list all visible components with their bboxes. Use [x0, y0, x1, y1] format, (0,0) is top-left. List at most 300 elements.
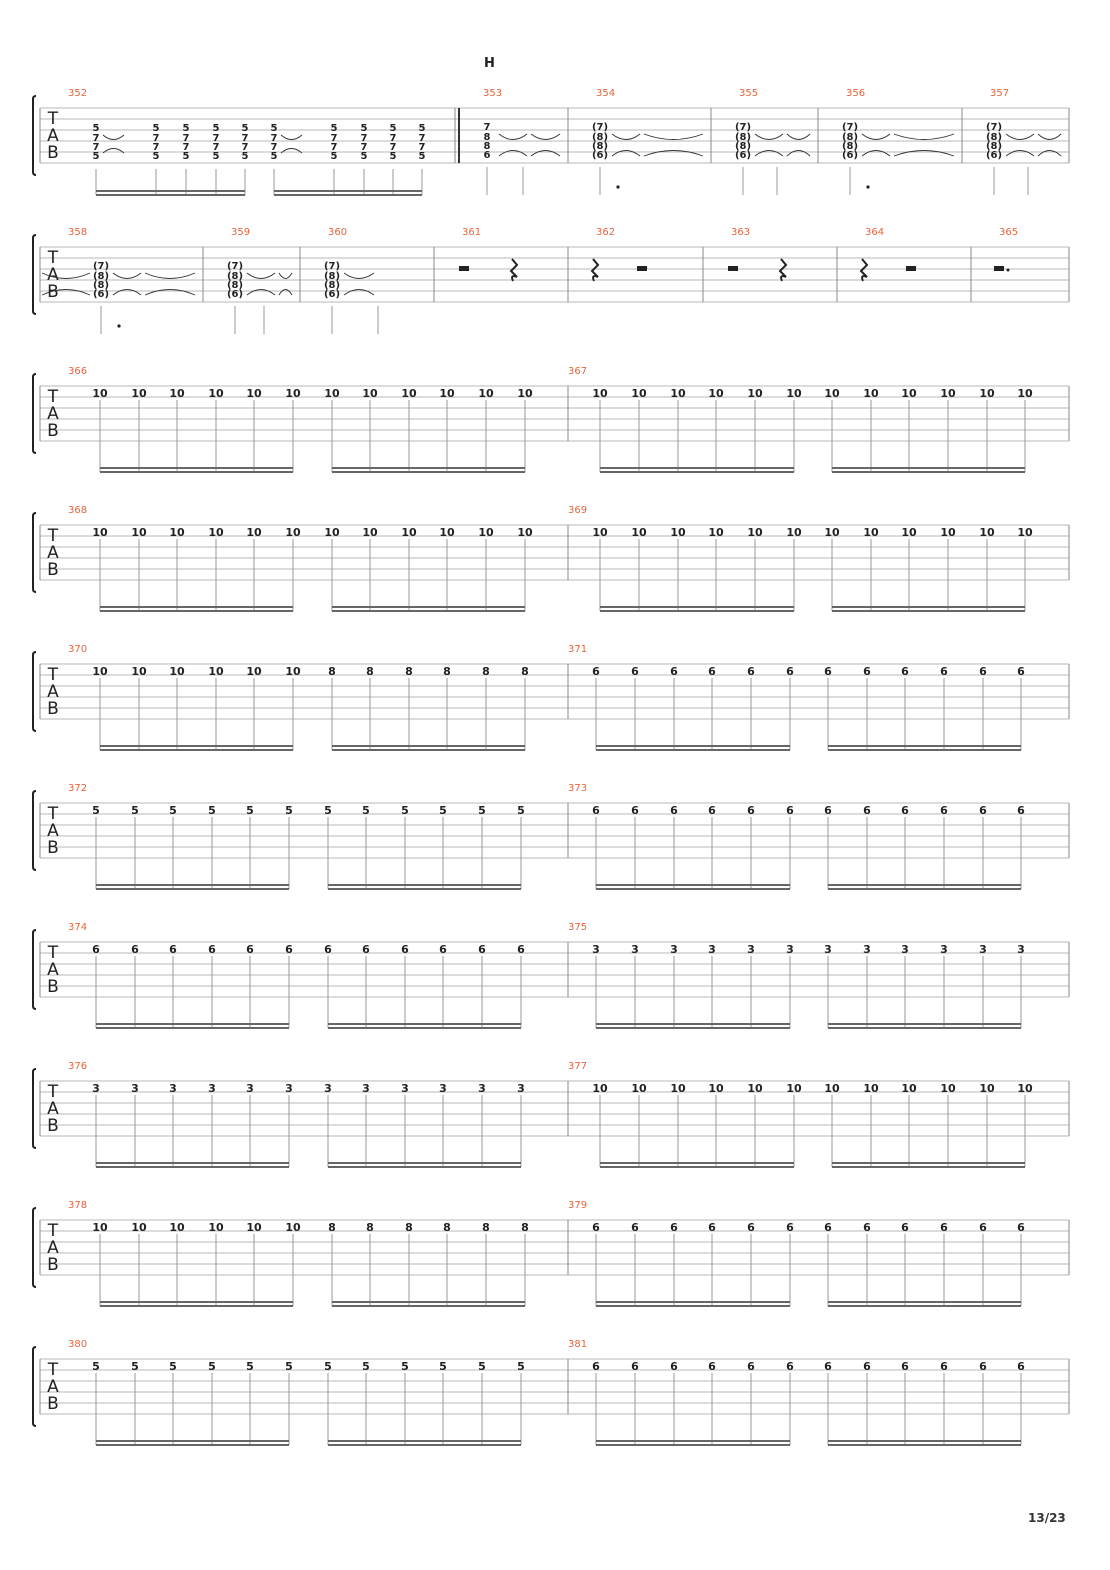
fret-number: 6 [1017, 1360, 1025, 1373]
duration-dot [117, 324, 120, 327]
fret-number: 5 [389, 151, 397, 162]
fret-number: 10 [863, 526, 879, 539]
measure-number: 369 [568, 505, 588, 516]
measure-number: 376 [68, 1061, 88, 1072]
tab-clef-letter: A [47, 682, 59, 702]
half-rest [637, 266, 647, 271]
fret-number: (7) [985, 122, 1003, 133]
measure-number: 378 [68, 1200, 88, 1211]
fret-number: 7 [92, 133, 100, 144]
fret-number: 10 [131, 1221, 147, 1234]
measure-number: 367 [568, 366, 588, 377]
fret-number: 8 [521, 1221, 529, 1234]
fret-number: 8 [483, 141, 491, 152]
half-rest [906, 266, 916, 271]
fret-number: 5 [182, 123, 190, 134]
fret-number: 5 [324, 804, 332, 817]
measure-number: 363 [731, 227, 751, 238]
fret-number: 10 [670, 1082, 686, 1095]
tremolo-curve [145, 290, 195, 296]
measure-number: 374 [68, 922, 88, 933]
fret-number: 10 [863, 387, 879, 400]
measure-number: 375 [568, 922, 588, 933]
measure [592, 227, 647, 281]
fret-number: 8 [405, 1221, 413, 1234]
fret-number: 10 [1017, 1082, 1033, 1095]
tremolo-curve [247, 273, 275, 279]
quarter-rest [511, 259, 517, 281]
fret-number: 10 [169, 665, 185, 678]
fret-number: 10 [131, 387, 147, 400]
tremolo-curve [344, 273, 374, 279]
fret-number: 5 [285, 1360, 293, 1373]
fret-number: 10 [1017, 387, 1033, 400]
fret-number: 10 [708, 387, 724, 400]
tab-clef-letter: B [47, 1116, 59, 1136]
fret-number: 10 [362, 526, 378, 539]
tab-clef-letter: T [47, 1360, 59, 1380]
fret-number: 6 [285, 943, 293, 956]
measure-number: 381 [568, 1339, 588, 1350]
fret-number: 7 [241, 133, 249, 144]
fret-number: 6 [592, 665, 600, 678]
tremolo-curve [1006, 151, 1034, 157]
tab-clef-letter: T [47, 109, 59, 129]
tab-clef-letter: B [47, 1255, 59, 1275]
system-bracket [33, 1208, 36, 1287]
fret-number: (8) [985, 141, 1003, 152]
measure-number: 357 [990, 88, 1010, 99]
fret-number: 10 [246, 665, 262, 678]
fret-number: 6 [940, 804, 948, 817]
fret-number: 10 [824, 1082, 840, 1095]
fret-number: (8) [734, 141, 752, 152]
measure-number: 353 [483, 88, 503, 99]
fret-number: (8) [591, 132, 609, 143]
measure-number: 370 [68, 644, 88, 655]
fret-number: 7 [418, 142, 426, 153]
fret-number: 10 [1017, 526, 1033, 539]
tab-clef-letter: A [47, 543, 59, 563]
fret-number: 6 [478, 943, 486, 956]
duration-dot [1007, 269, 1010, 272]
measure-number: 355 [739, 88, 759, 99]
tremolo-curve [344, 290, 374, 296]
fret-number: 6 [786, 1360, 794, 1373]
tremolo-curve [113, 290, 141, 296]
fret-number: 10 [747, 387, 763, 400]
fret-number: 10 [92, 1221, 108, 1234]
fret-number: (8) [226, 280, 244, 291]
fret-number: (7) [323, 261, 341, 272]
fret-number: 10 [979, 526, 995, 539]
system-bracket [33, 235, 36, 314]
fret-number: 5 [401, 1360, 409, 1373]
fret-number: 3 [92, 1082, 100, 1095]
tab-clef-letter: B [47, 838, 59, 858]
system-bracket [33, 791, 36, 870]
fret-number: 6 [824, 1360, 832, 1373]
fret-number: 10 [131, 665, 147, 678]
fret-number: 6 [631, 665, 639, 678]
fret-number: 10 [592, 387, 608, 400]
system-bracket [33, 930, 36, 1009]
fret-number: 8 [482, 665, 490, 678]
tab-system [33, 88, 1069, 195]
measure-number: 372 [68, 783, 88, 794]
measure-number: 358 [68, 227, 88, 238]
quarter-rest [861, 259, 867, 281]
fret-number: 6 [246, 943, 254, 956]
fret-number: 10 [786, 1082, 802, 1095]
tab-system [33, 783, 1069, 889]
fret-number: 10 [324, 387, 340, 400]
fret-number: 6 [979, 1360, 987, 1373]
fret-number: 10 [517, 526, 533, 539]
fret-number: 10 [246, 526, 262, 539]
fret-number: 6 [863, 1221, 871, 1234]
system-bracket [33, 1347, 36, 1426]
tab-system [33, 1200, 1069, 1306]
fret-number: (7) [734, 122, 752, 133]
fret-number: 5 [517, 804, 525, 817]
fret-number: 10 [92, 526, 108, 539]
fret-number: 5 [401, 804, 409, 817]
tab-system [33, 505, 1069, 611]
fret-number: 5 [330, 123, 338, 134]
fret-number: 5 [212, 151, 220, 162]
measure-number: 365 [999, 227, 1019, 238]
tab-clef-letter: A [47, 1377, 59, 1397]
fret-number: 10 [208, 526, 224, 539]
fret-number: 5 [246, 804, 254, 817]
fret-number: 5 [478, 804, 486, 817]
fret-number: 6 [747, 665, 755, 678]
fret-number: (6) [985, 150, 1003, 161]
fret-number: 10 [478, 387, 494, 400]
quarter-rest [592, 259, 598, 281]
fret-number: 7 [182, 133, 190, 144]
fret-number: 3 [362, 1082, 370, 1095]
fret-number: 5 [362, 1360, 370, 1373]
tremolo-curve [862, 134, 890, 140]
fret-number: 6 [362, 943, 370, 956]
fret-number: 10 [824, 526, 840, 539]
half-rest [994, 266, 1004, 271]
fret-number: 5 [389, 123, 397, 134]
tab-clef-letter: T [47, 804, 59, 824]
fret-number: 6 [631, 1360, 639, 1373]
fret-number: 3 [747, 943, 755, 956]
fret-number: 6 [324, 943, 332, 956]
duration-dot [616, 185, 619, 188]
fret-number: 6 [483, 150, 491, 161]
fret-number: 5 [169, 1360, 177, 1373]
tab-system [33, 366, 1069, 472]
fret-number: 5 [362, 804, 370, 817]
measure [994, 227, 1018, 272]
measure-number: 359 [231, 227, 251, 238]
tremolo-curve [1038, 134, 1061, 140]
fret-number: 3 [940, 943, 948, 956]
fret-number: (6) [323, 289, 341, 300]
fret-number: 6 [786, 804, 794, 817]
fret-number: 8 [328, 665, 336, 678]
fret-number: 6 [901, 665, 909, 678]
fret-number: 5 [285, 804, 293, 817]
tremolo-curve [531, 151, 560, 157]
fret-number: 7 [330, 133, 338, 144]
fret-number: 10 [631, 526, 647, 539]
fret-number: 5 [324, 1360, 332, 1373]
fret-number: (8) [841, 141, 859, 152]
fret-number: 3 [246, 1082, 254, 1095]
measure-number: 356 [846, 88, 866, 99]
measure-number: 368 [68, 505, 88, 516]
fret-number: 7 [212, 142, 220, 153]
fret-number: 10 [208, 387, 224, 400]
fret-number: 10 [285, 526, 301, 539]
fret-number: 6 [940, 665, 948, 678]
tab-clef-letter: T [47, 526, 59, 546]
fret-number: 3 [670, 943, 678, 956]
fret-number: 10 [863, 1082, 879, 1095]
fret-number: 3 [824, 943, 832, 956]
half-rest [728, 266, 738, 271]
fret-number: 6 [786, 1221, 794, 1234]
fret-number: 3 [169, 1082, 177, 1095]
fret-number: 7 [418, 133, 426, 144]
fret-number: 6 [940, 1360, 948, 1373]
fret-number: 10 [901, 1082, 917, 1095]
fret-number: 10 [169, 387, 185, 400]
fret-number: 6 [92, 943, 100, 956]
fret-number: 6 [592, 804, 600, 817]
fret-number: 3 [708, 943, 716, 956]
fret-number: 6 [131, 943, 139, 956]
tremolo-curve [894, 134, 954, 140]
fret-number: 3 [208, 1082, 216, 1095]
fret-number: 5 [92, 1360, 100, 1373]
tremolo-curve [1006, 134, 1034, 140]
fret-number: 10 [901, 387, 917, 400]
system-bracket [33, 374, 36, 453]
fret-number: 10 [439, 526, 455, 539]
fret-number: 5 [92, 151, 100, 162]
fret-number: 6 [592, 1221, 600, 1234]
fret-number: 10 [670, 526, 686, 539]
system-bracket [33, 652, 36, 731]
fret-number: 3 [901, 943, 909, 956]
fret-number: 6 [979, 804, 987, 817]
fret-number: 10 [285, 387, 301, 400]
fret-number: (8) [985, 132, 1003, 143]
fret-number: 6 [979, 1221, 987, 1234]
fret-number: 6 [901, 1221, 909, 1234]
fret-number: 5 [270, 151, 278, 162]
fret-number: 7 [212, 133, 220, 144]
fret-number: 5 [246, 1360, 254, 1373]
tremolo-curve [862, 151, 890, 157]
measure-number: 377 [568, 1061, 588, 1072]
tremolo-curve [787, 134, 810, 140]
fret-number: 3 [863, 943, 871, 956]
fret-number: 10 [246, 387, 262, 400]
fret-number: (6) [92, 289, 110, 300]
fret-number: 3 [1017, 943, 1025, 956]
fret-number: 5 [152, 123, 160, 134]
fret-number: 6 [208, 943, 216, 956]
tab-system [33, 1061, 1069, 1167]
measure-number: 371 [568, 644, 588, 655]
fret-number: 6 [708, 1360, 716, 1373]
fret-number: (6) [226, 289, 244, 300]
tremolo-curve [499, 134, 527, 140]
fret-number: 10 [824, 387, 840, 400]
fret-number: 5 [152, 151, 160, 162]
fret-number: 5 [478, 1360, 486, 1373]
fret-number: 5 [517, 1360, 525, 1373]
fret-number: 3 [439, 1082, 447, 1095]
tab-systems [33, 88, 1069, 1445]
tab-clef-letter: B [47, 699, 59, 719]
fret-number: (6) [841, 150, 859, 161]
fret-number: (6) [591, 150, 609, 161]
fret-number: 7 [270, 133, 278, 144]
fret-number: 6 [747, 1360, 755, 1373]
fret-number: 10 [246, 1221, 262, 1234]
tremolo-curve [894, 151, 954, 157]
measure-number: 366 [68, 366, 88, 377]
tab-clef-letter: A [47, 126, 59, 146]
rehearsal-mark-h: H [484, 56, 495, 71]
fret-number: 10 [92, 665, 108, 678]
fret-number: 6 [631, 804, 639, 817]
fret-number: 5 [330, 151, 338, 162]
fret-number: 6 [1017, 1221, 1025, 1234]
fret-number: 3 [631, 943, 639, 956]
tab-clef-letter: B [47, 977, 59, 997]
measure-number: 379 [568, 1200, 588, 1211]
fret-number: 6 [401, 943, 409, 956]
fret-number: 10 [169, 526, 185, 539]
tab-system [33, 1339, 1069, 1445]
tab-clef-letter: T [47, 665, 59, 685]
fret-number: 10 [901, 526, 917, 539]
fret-number: 8 [443, 665, 451, 678]
system-bracket [33, 1069, 36, 1148]
fret-number: 6 [824, 665, 832, 678]
tremolo-curve [612, 134, 640, 140]
fret-number: 5 [182, 151, 190, 162]
fret-number: 5 [418, 151, 426, 162]
fret-number: 10 [285, 1221, 301, 1234]
fret-number: 5 [131, 804, 139, 817]
page-number: 13/23 [1028, 1511, 1066, 1525]
tremolo-curve [644, 134, 703, 140]
fret-number: 10 [401, 387, 417, 400]
fret-number: 10 [786, 387, 802, 400]
fret-number: 8 [405, 665, 413, 678]
fret-number: 6 [631, 1221, 639, 1234]
fret-number: (8) [323, 280, 341, 291]
fret-number: 5 [439, 1360, 447, 1373]
fret-number: 10 [940, 1082, 956, 1095]
fret-number: 5 [208, 1360, 216, 1373]
tab-clef-letter: T [47, 1221, 59, 1241]
tab-system [33, 922, 1069, 1028]
measure-number: 354 [596, 88, 616, 99]
fret-number: 6 [747, 804, 755, 817]
fret-number: (8) [841, 132, 859, 143]
fret-number: 3 [324, 1082, 332, 1095]
fret-number: 10 [478, 526, 494, 539]
fret-number: 5 [169, 804, 177, 817]
fret-number: (7) [841, 122, 859, 133]
tab-clef-letter: A [47, 265, 59, 285]
fret-number: 10 [708, 1082, 724, 1095]
fret-number: 6 [1017, 665, 1025, 678]
fret-number: 7 [483, 122, 491, 133]
fret-number: 8 [483, 132, 491, 143]
fret-number: 6 [863, 804, 871, 817]
fret-number: 3 [401, 1082, 409, 1095]
fret-number: 5 [241, 151, 249, 162]
fret-number: 7 [92, 142, 100, 153]
fret-number: 6 [901, 1360, 909, 1373]
tab-system [33, 227, 1069, 334]
fret-number: 6 [439, 943, 447, 956]
tremolo-curve [113, 273, 141, 279]
fret-number: (8) [734, 132, 752, 143]
fret-number: (8) [92, 271, 110, 282]
fret-number: 10 [208, 665, 224, 678]
fret-number: 6 [863, 665, 871, 678]
fret-number: 6 [670, 804, 678, 817]
fret-number: (7) [226, 261, 244, 272]
fret-number: 6 [670, 665, 678, 678]
fret-number: 7 [360, 142, 368, 153]
tremolo-curve [103, 135, 124, 140]
fret-number: 7 [182, 142, 190, 153]
fret-number: 10 [401, 526, 417, 539]
fret-number: 10 [362, 387, 378, 400]
tab-clef-letter: T [47, 943, 59, 963]
fret-number: 6 [824, 1221, 832, 1234]
fret-number: 10 [631, 1082, 647, 1095]
fret-number: 6 [517, 943, 525, 956]
tremolo-curve [247, 290, 275, 296]
tremolo-curve [499, 151, 527, 157]
tremolo-curve [755, 134, 783, 140]
fret-number: 10 [517, 387, 533, 400]
tremolo-curve [1038, 151, 1061, 157]
fret-number: 10 [979, 387, 995, 400]
fret-number: 5 [418, 123, 426, 134]
fret-number: 3 [786, 943, 794, 956]
duration-dot [866, 185, 869, 188]
fret-number: 3 [478, 1082, 486, 1095]
fret-number: 10 [670, 387, 686, 400]
fret-number: 8 [521, 665, 529, 678]
fret-number: 6 [979, 665, 987, 678]
tremolo-curve [279, 273, 292, 279]
fret-number: (7) [591, 122, 609, 133]
measure-number: 362 [596, 227, 616, 238]
fret-number: 7 [152, 142, 160, 153]
fret-number: 10 [285, 665, 301, 678]
fret-number: (8) [323, 271, 341, 282]
